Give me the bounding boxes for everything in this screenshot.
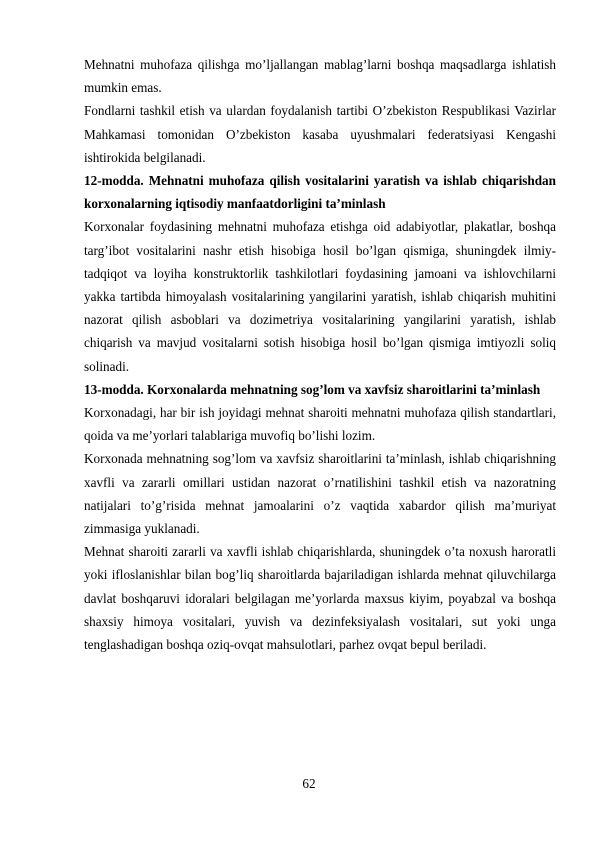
paragraph-funds-procedure: Fondlarni tashkil etish va ulardan foydalanish tartibi O’zbekiston Respublikasi Vazirlar Mahkamasi tomonidan O’zbekiston kasaba uyushmalari federatsiyasi Kengashi ishtirokida belgilanadi.: [84, 103, 556, 165]
article-13-heading: 13-modda. Korxonalarda mehnatning sog’lom va xavfsiz sharoitlarini ta’minlash: [84, 381, 541, 397]
paragraph-funds-restriction: Mehnatni muhofaza qilishga mo’ljallangan mablag’larni boshqa maqsadlarga ishlatish mumkin emas.: [84, 57, 556, 96]
article-12-heading: 12-modda. Mehnatni muhofaza qilish vositalarini yaratish va ishlab chiqarishdan korxonalarning iqtisodiy manfaatdorligini ta’minlash: [84, 173, 556, 212]
page-number: 62: [302, 776, 316, 791]
paragraph-administration-duties: Korxonada mehnatning sog’lom va xavfsiz sharoitlarini ta’minlash, ishlab chiqarishning xavfli va zararli omillari ustidan nazorat o’rnatilishini tashkil etish va nazoratning natijalari to’g’risida mehnat jamoalarini o’z vaqtida xabardor qilish ma’muriyat zimmasiga yuklanadi.: [84, 451, 556, 537]
paragraph-tax-benefits: Korxonalar foydasining mehnatni muhofaza etishga oid adabiyotlar, plakatlar, boshqa targ’ibot vositalarini nashr etish hisobiga hosil bo’lgan qismiga, shuningdek ilmiy-tadqiqot va loyiha konstruktorlik tashkilotlari foydasining jamoani va ishlovchilarni yakka tartibda himoyalash vositalarining yangilarini yaratish, ishlab chiqarish muhitini nazorat qilish asboblari va dozimetriya vositalarining yangilarini yaratish, ishlab chiqarish va mavjud vositalarni sotish hisobiga hosil bo’lgan qismiga imtiyozli soliq solinadi.: [84, 219, 556, 374]
document-body: [84, 53, 556, 656]
paragraph-workplace-conditions: Korxonadagi, har bir ish joyidagi mehnat sharoiti mehnatni muhofaza qilish standartlari, qoida va me’yorlari talablariga muvofiq bo’lishi lozim.: [84, 405, 556, 444]
paragraph-protective-equipment: Mehnat sharoiti zararli va xavfli ishlab chiqarishlarda, shuningdek o’ta noxush haroratli yoki ifloslanishlar bilan bog’liq sharoitlarda bajariladigan ishlarda mehnat qiluvchilarga davlat boshqaruvi idoralari belgilagan me’yorlarda maxsus kiyim, poyabzal va boshqa shaxsiy himoya vositalari, yuvish va dezinfeksiyalash vositalari, sut yoki unga tenglashadigan boshqa oziq-ovqat mahsulotlari, parhez ovqat bepul beriladi.: [84, 544, 556, 653]
